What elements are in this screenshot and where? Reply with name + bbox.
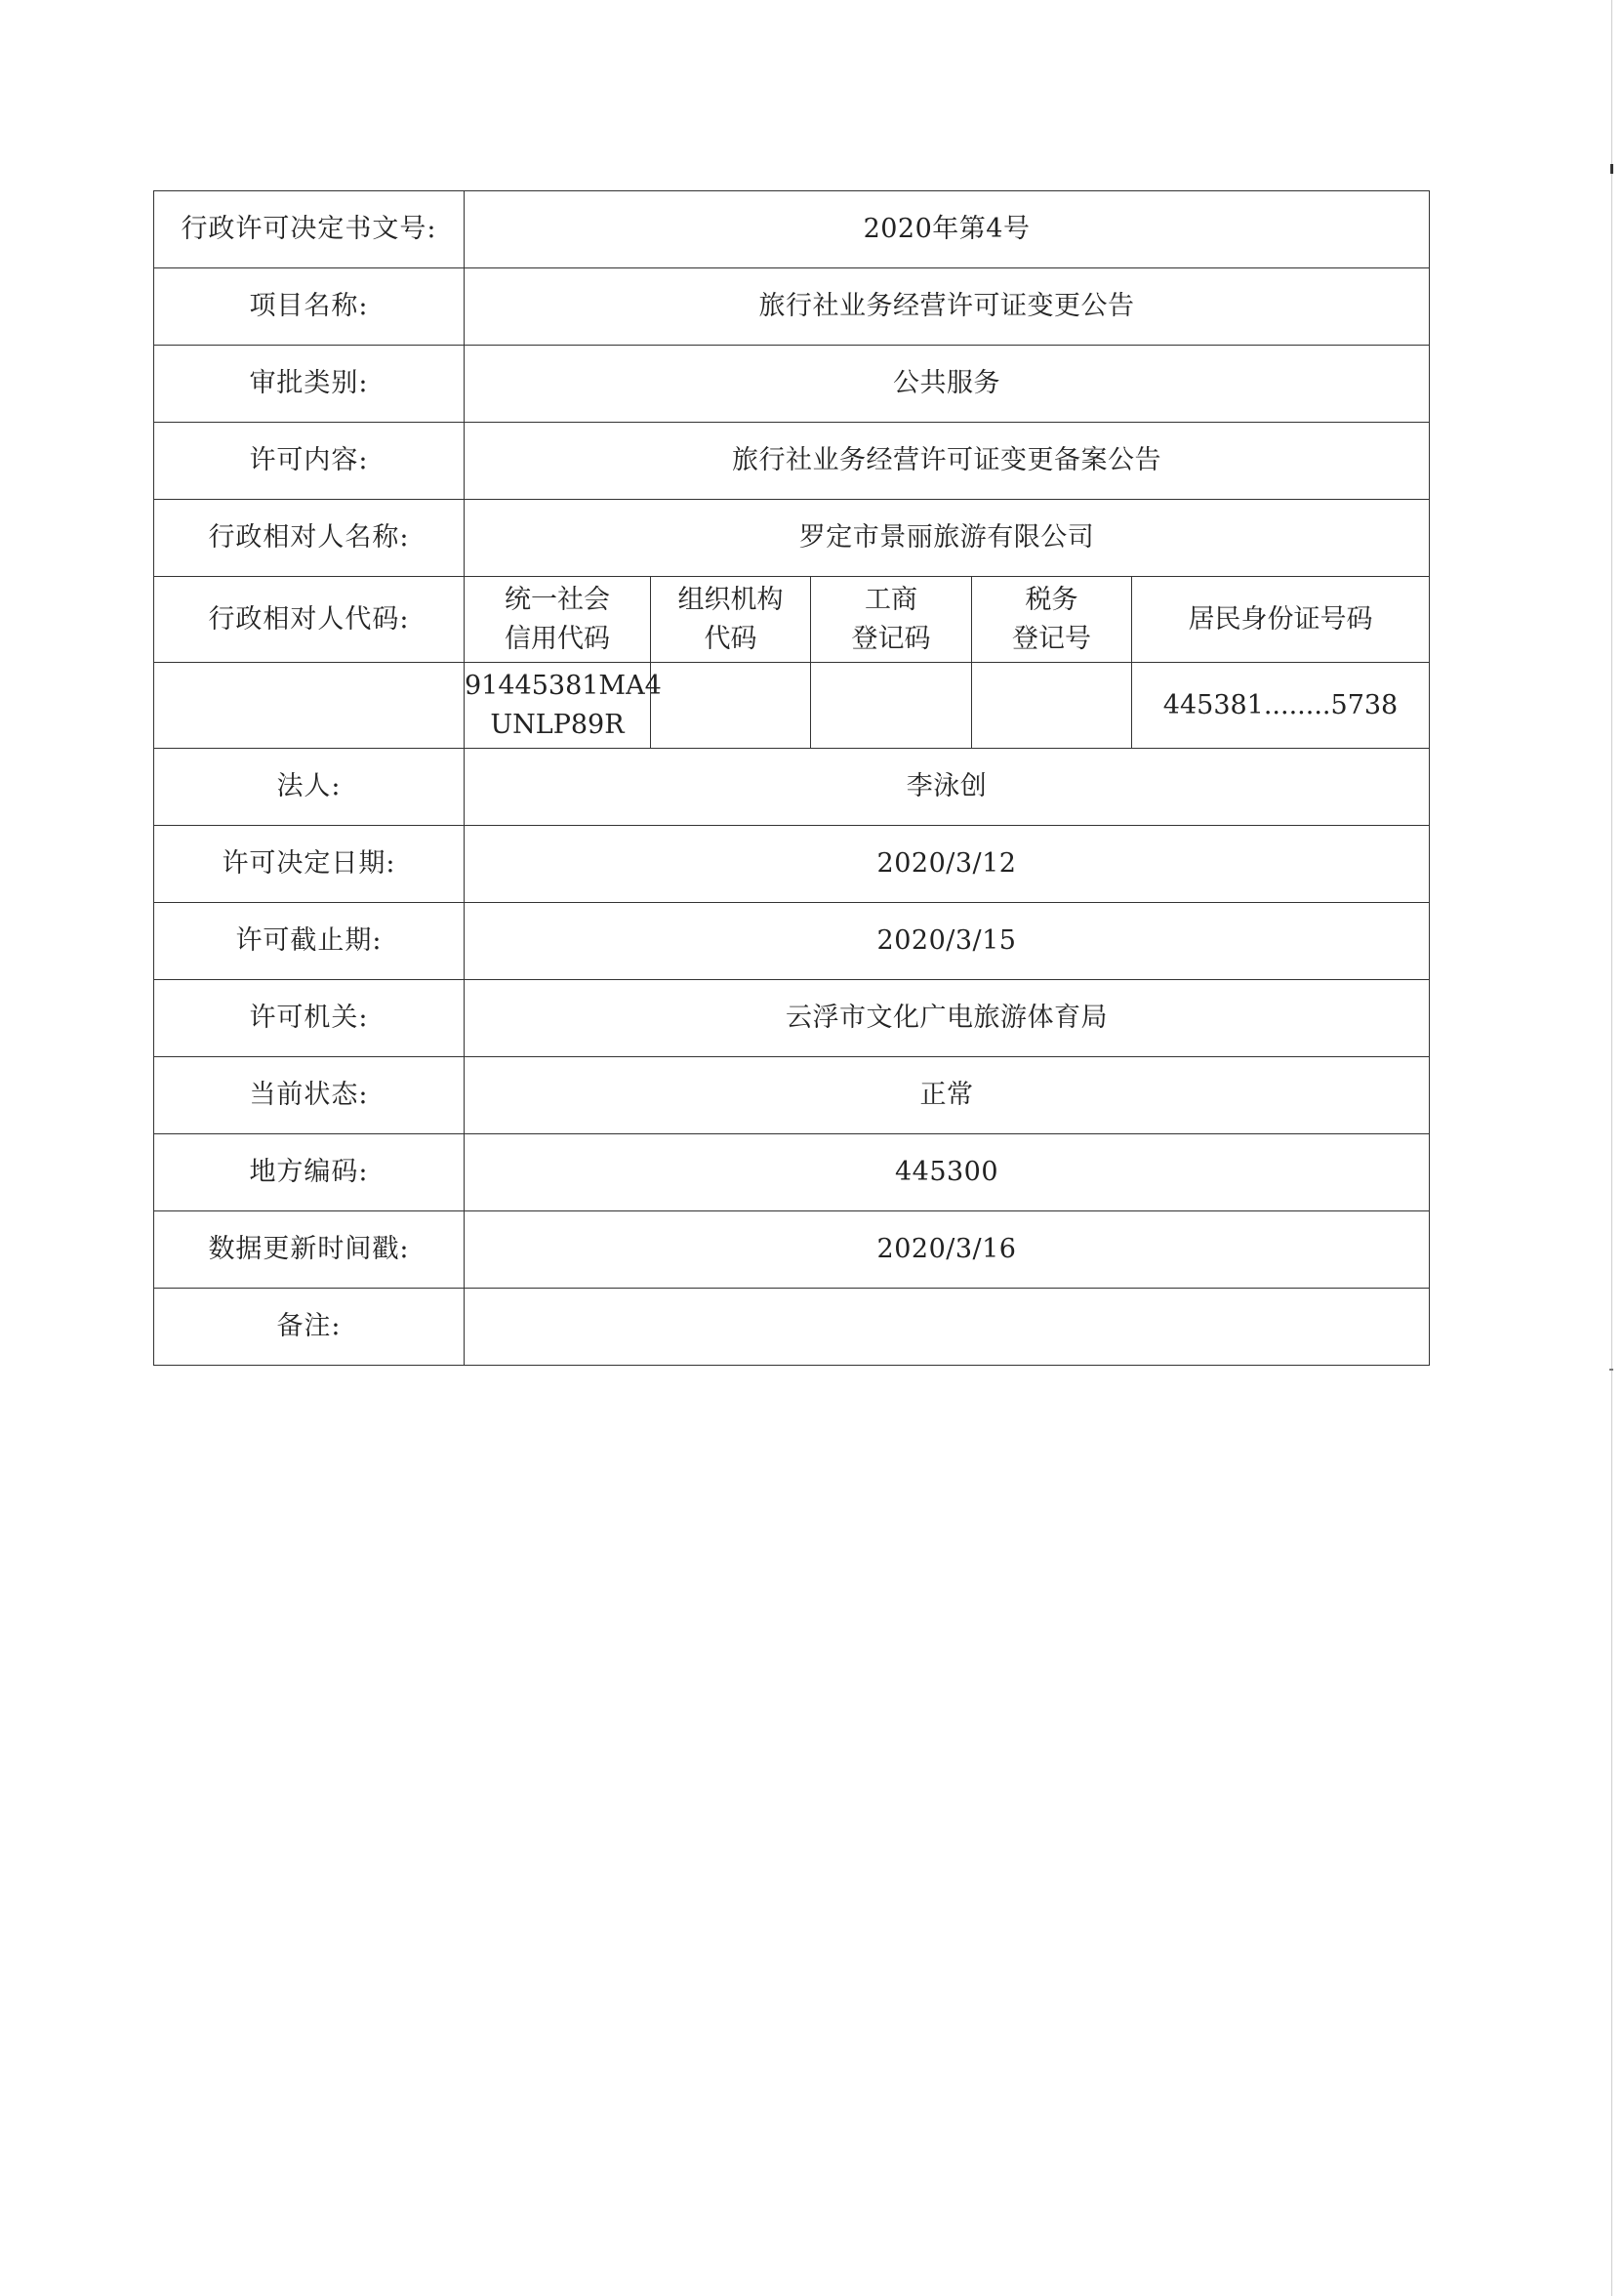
expiry-date-label: 许可截止期: bbox=[154, 903, 465, 980]
table-row bbox=[154, 980, 1430, 1057]
business-reg-header bbox=[811, 577, 972, 663]
credit-code-line: UNLP89R bbox=[490, 709, 625, 740]
licensing-authority-value: 云浮市文化广电旅游体育局 bbox=[465, 980, 1430, 1057]
counterparty-name-value: 罗定市景丽旅游有限公司 bbox=[465, 500, 1430, 577]
table-row bbox=[154, 1134, 1430, 1211]
licensing-authority-label: 许可机关: bbox=[154, 980, 465, 1057]
table-row bbox=[154, 663, 1430, 749]
current-status-value: 正常 bbox=[465, 1057, 1430, 1134]
region-code-value: 445300 bbox=[465, 1134, 1430, 1211]
counterparty-name-label: 行政相对人名称: bbox=[154, 500, 465, 577]
id-number-header: 居民身份证号码 bbox=[1132, 577, 1430, 663]
license-info-table bbox=[153, 190, 1430, 1366]
page-edge bbox=[1611, 0, 1612, 2296]
empty-cell bbox=[154, 663, 465, 749]
table-row bbox=[154, 1289, 1430, 1366]
header-line: 登记码 bbox=[851, 623, 931, 654]
table-row bbox=[154, 903, 1430, 980]
approval-category-value: 公共服务 bbox=[465, 346, 1430, 423]
header-line: 登记号 bbox=[1012, 623, 1091, 654]
decision-number-value: 2020年第4号 bbox=[465, 191, 1430, 268]
table-row bbox=[154, 423, 1430, 500]
license-content-value: 旅行社业务经营许可证变更备案公告 bbox=[465, 423, 1430, 500]
table-row bbox=[154, 191, 1430, 268]
credit-code-value bbox=[465, 663, 662, 749]
legal-person-value: 李泳创 bbox=[465, 749, 1430, 826]
org-code-value bbox=[651, 663, 811, 749]
decision-date-label: 许可决定日期: bbox=[154, 826, 465, 903]
update-timestamp-label: 数据更新时间戳: bbox=[154, 1211, 465, 1289]
header-line: 工商 bbox=[865, 585, 917, 616]
expiry-date-value: 2020/3/15 bbox=[465, 903, 1430, 980]
remarks-label: 备注: bbox=[154, 1289, 465, 1366]
org-code-header bbox=[651, 577, 811, 663]
business-reg-value bbox=[811, 663, 972, 749]
table-row bbox=[154, 749, 1430, 826]
credit-code-header bbox=[465, 577, 651, 663]
table-row bbox=[154, 346, 1430, 423]
current-status-label: 当前状态: bbox=[154, 1057, 465, 1134]
table-row bbox=[154, 268, 1430, 346]
table-row bbox=[154, 1211, 1430, 1289]
legal-person-label: 法人: bbox=[154, 749, 465, 826]
decision-number-label: 行政许可决定书文号: bbox=[154, 191, 465, 268]
region-code-label: 地方编码: bbox=[154, 1134, 465, 1211]
scan-mark bbox=[1610, 164, 1613, 174]
id-number-value: 445381........5738 bbox=[1132, 663, 1430, 749]
table-row bbox=[154, 500, 1430, 577]
header-line: 代码 bbox=[704, 623, 757, 654]
tax-reg-header bbox=[972, 577, 1132, 663]
project-name-label: 项目名称: bbox=[154, 268, 465, 346]
tax-reg-value bbox=[972, 663, 1132, 749]
decision-date-value: 2020/3/12 bbox=[465, 826, 1430, 903]
project-name-value: 旅行社业务经营许可证变更公告 bbox=[465, 268, 1430, 346]
license-content-label: 许可内容: bbox=[154, 423, 465, 500]
counterparty-code-label: 行政相对人代码: bbox=[154, 577, 465, 663]
update-timestamp-value: 2020/3/16 bbox=[465, 1211, 1430, 1289]
header-line: 信用代码 bbox=[505, 623, 610, 654]
header-line: 税务 bbox=[1025, 585, 1078, 616]
table-row bbox=[154, 826, 1430, 903]
scan-mark bbox=[1609, 1369, 1613, 1371]
header-line: 统一社会 bbox=[505, 585, 610, 616]
credit-code-line: 91445381MA4 bbox=[465, 671, 662, 702]
approval-category-label: 审批类别: bbox=[154, 346, 465, 423]
header-line: 组织机构 bbox=[677, 585, 784, 616]
remarks-value bbox=[465, 1289, 1430, 1366]
table-row bbox=[154, 577, 1430, 663]
table-row bbox=[154, 1057, 1430, 1134]
